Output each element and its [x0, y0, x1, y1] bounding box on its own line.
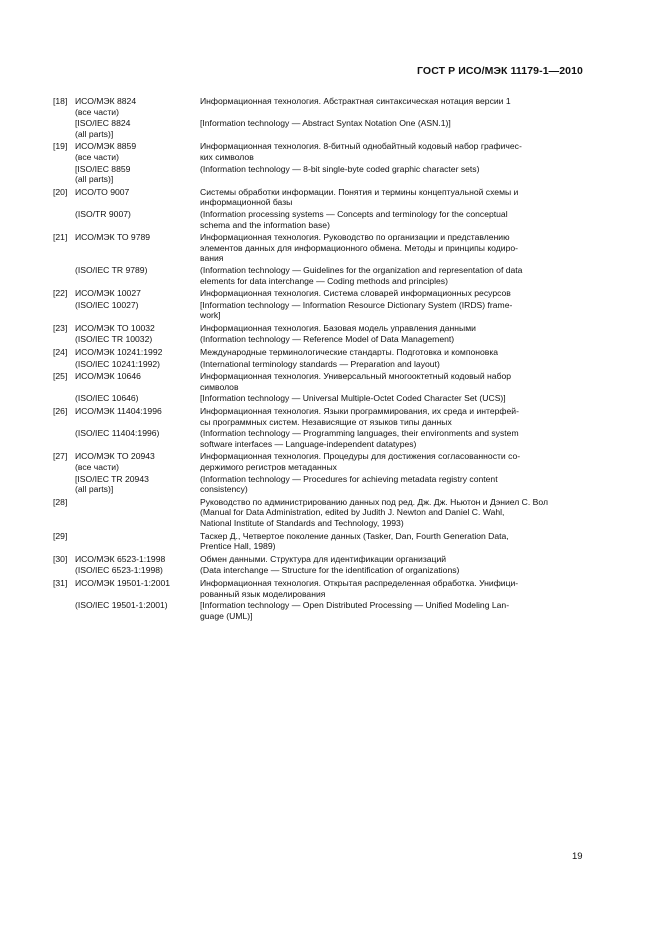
entry-number: [26]: [53, 406, 68, 417]
bibliography-entry: [53, 187, 583, 230]
standard-title: Информационная технология. Процедуры для достижения согласованности со- держимого регистров метаданных: [200, 451, 521, 472]
entry-row: [75, 141, 583, 162]
standard-title: (Information processing systems — Concepts and terminology for the conceptual schema and the information base): [200, 208, 508, 230]
bibliography-entry: [53, 288, 583, 321]
bibliography-entry: [53, 406, 583, 449]
standard-code: [75, 497, 200, 529]
standard-title: Информационная технология. Система словарей информационных ресурсов: [200, 288, 511, 299]
standard-title: [Information technology — Information Resource Dictionary System (IRDS) frame- work]: [200, 299, 513, 321]
entry-number: [20]: [53, 186, 68, 197]
standard-code: (ISO/IEC 11404:1996): [75, 428, 160, 439]
standard-code: ИСО/МЭК 10241:1992: [75, 347, 163, 358]
standard-code: [75, 531, 200, 552]
standard-code: ИСО/МЭК 19501-1:2001: [75, 577, 171, 588]
entry-row: [75, 578, 583, 599]
bibliography-entry: [53, 323, 583, 345]
standard-title: Информационная технология. Базовая модель управления данными: [200, 322, 476, 333]
entry-row: [75, 265, 583, 286]
bibliography-entry: [53, 578, 583, 621]
standard-title: Руководство по администрированию данных под ред. Дж. Дж. Ньютон и Дэниел С. Вол (Manual for Data Administration, edited by Judith J. Newton and Daniel C. Wahl, National Institute of Standards and Technology, 1993): [200, 496, 548, 528]
standard-code: [ISO/IEC 8824 (all parts)]: [75, 118, 131, 139]
entry-row: [75, 428, 583, 449]
bibliography-entry: [53, 554, 583, 576]
entry-row: [75, 288, 583, 299]
standard-title: (Information technology — Guidelines for the organization and representation of data elements for data interchange — Coding methods and principles): [200, 264, 523, 286]
standard-code: (ISO/IEC TR 9789): [75, 264, 148, 275]
entry-number: [28]: [53, 496, 68, 507]
standard-title: Информационная технология. 8-битный однобайтный кодовый набор графичес- ких символов: [200, 141, 522, 162]
standard-code: ИСО/МЭК 10646: [75, 371, 141, 382]
standard-code: (ISO/IEC 6523-1:1998): [75, 565, 163, 576]
entry-number: [29]: [53, 530, 68, 541]
bibliography-entry: [53, 371, 583, 404]
standard-code: ИСО/ТО 9007: [75, 186, 130, 197]
standard-title: [Information technology — Open Distributed Processing — Unified Modeling Lan- guage (UML)]: [200, 600, 510, 621]
standard-title: Информационная технология. Языки программирования, их среда и интерфей- сы программных систем. Независящие от языков типы данных: [200, 406, 519, 427]
standard-title: (Information technology — Procedures for achieving metadata registry content consistency): [200, 473, 498, 495]
standard-title: (Information technology — 8-bit single-byte coded graphic character sets): [200, 163, 480, 174]
entry-number: [24]: [53, 347, 68, 358]
standard-title: Информационная технология. Универсальный многооктетный кодовый набор символов: [200, 371, 512, 392]
entry-row: [75, 118, 583, 139]
standard-title: Обмен данными. Структура для идентификации организаций: [200, 553, 447, 564]
standard-code: ИСО/МЭК ТО 10032: [75, 322, 155, 333]
bibliography-entry: [53, 96, 583, 139]
standard-code: ИСО/МЭК 8824 (все части): [75, 96, 137, 117]
entry-row: [75, 565, 583, 576]
standard-title: (Information technology — Programming languages, their environments and system software interfaces — Language-independent datatypes): [200, 428, 519, 449]
bibliography-entry: [53, 347, 583, 369]
standard-code: [ISO/IEC TR 20943 (all parts)]: [75, 473, 149, 495]
entry-row: [75, 554, 583, 565]
entry-row: [75, 347, 583, 358]
standard-code: ИСО/МЭК 8859 (все части): [75, 141, 137, 162]
standard-code: (ISO/IEC 10241:1992): [75, 358, 161, 369]
entry-row: [75, 300, 583, 321]
entry-row: [75, 371, 583, 392]
standard-code: ИСО/МЭК ТО 20943 (все части): [75, 451, 155, 472]
entry-row: [75, 406, 583, 427]
standard-code: ИСО/МЭК 6523-1:1998: [75, 553, 166, 564]
entry-number: [30]: [53, 553, 68, 564]
entry-row: [75, 600, 583, 621]
standard-title: Таскер Д., Четвертое поколение данных (Tasker, Dan, Fourth Generation Data, Prentice Hall, 1989): [200, 530, 509, 552]
bibliography-entry: [53, 451, 583, 494]
standard-code: ИСО/МЭК 11404:1996: [75, 406, 162, 417]
standard-title: Системы обработки информации. Понятия и термины концептуальной схемы и информационной базы: [200, 186, 519, 208]
entry-row: [75, 232, 583, 264]
standard-title: (Information technology — Reference Model of Data Management): [200, 334, 455, 345]
entry-row: [75, 96, 583, 117]
standard-title: Международные терминологические стандарты. Подготовка и компоновка: [200, 347, 499, 358]
bibliography-entry: [53, 232, 583, 286]
standard-title: Информационная технология. Руководство по организации и представлению элементов данных для информационного обмена. Методы и принципы кодиро- вания: [200, 232, 519, 264]
standard-code: (ISO/IEC 10027): [75, 299, 139, 310]
entry-number: [27]: [53, 451, 68, 462]
standard-code: (ISO/IEC 10646): [75, 393, 139, 404]
entry-row: [75, 497, 583, 529]
entry-row: [75, 451, 583, 472]
entry-number: [22]: [53, 288, 68, 299]
standard-title: Информационная технология. Открытая распределенная обработка. Унифици- рованный язык моделирования: [200, 577, 519, 599]
standard-title: [Information technology — Abstract Syntax Notation One (ASN.1)]: [200, 118, 451, 129]
entry-number: [31]: [53, 577, 68, 588]
entry-row: [75, 187, 583, 208]
document-header: ГОСТ Р ИСО/МЭК 11179-1—2010: [417, 65, 583, 77]
standard-code: (ISO/IEC 19501-1:2001): [75, 600, 168, 611]
bibliography-entry: [53, 141, 583, 184]
entry-number: [18]: [53, 96, 68, 106]
standard-title: [Information technology — Universal Multiple-Octet Coded Character Set (UCS)]: [200, 393, 506, 404]
entry-number: [19]: [53, 141, 68, 152]
entry-row: [75, 359, 583, 370]
standard-code: [ISO/IEC 8859 (all parts)]: [75, 163, 131, 185]
standard-code: (ISO/TR 9007): [75, 208, 131, 219]
standard-title: (International terminology standards — Preparation and layout): [200, 358, 440, 369]
standard-title: (Data interchange — Structure for the identification of organizations): [200, 565, 460, 576]
bibliography-list: [53, 96, 583, 621]
bibliography-entry: [53, 531, 583, 552]
page-number: 19: [572, 851, 583, 862]
entry-number: [21]: [53, 232, 68, 243]
entry-row: [75, 393, 583, 404]
entry-row: [75, 531, 583, 552]
entry-row: [75, 164, 583, 185]
standard-title: Информационная технология. Абстрактная синтаксическая нотация версии 1: [200, 96, 511, 106]
entry-row: [75, 209, 583, 230]
standard-code: ИСО/МЭК ТО 9789: [75, 232, 151, 243]
entry-row: [75, 474, 583, 495]
entry-row: [75, 323, 583, 334]
standard-code: (ISO/IEC TR 10032): [75, 334, 153, 345]
standard-code: ИСО/МЭК 10027: [75, 288, 141, 299]
entry-number: [23]: [53, 322, 68, 333]
entry-row: [75, 334, 583, 345]
entry-number: [25]: [53, 371, 68, 382]
bibliography-entry: [53, 497, 583, 529]
